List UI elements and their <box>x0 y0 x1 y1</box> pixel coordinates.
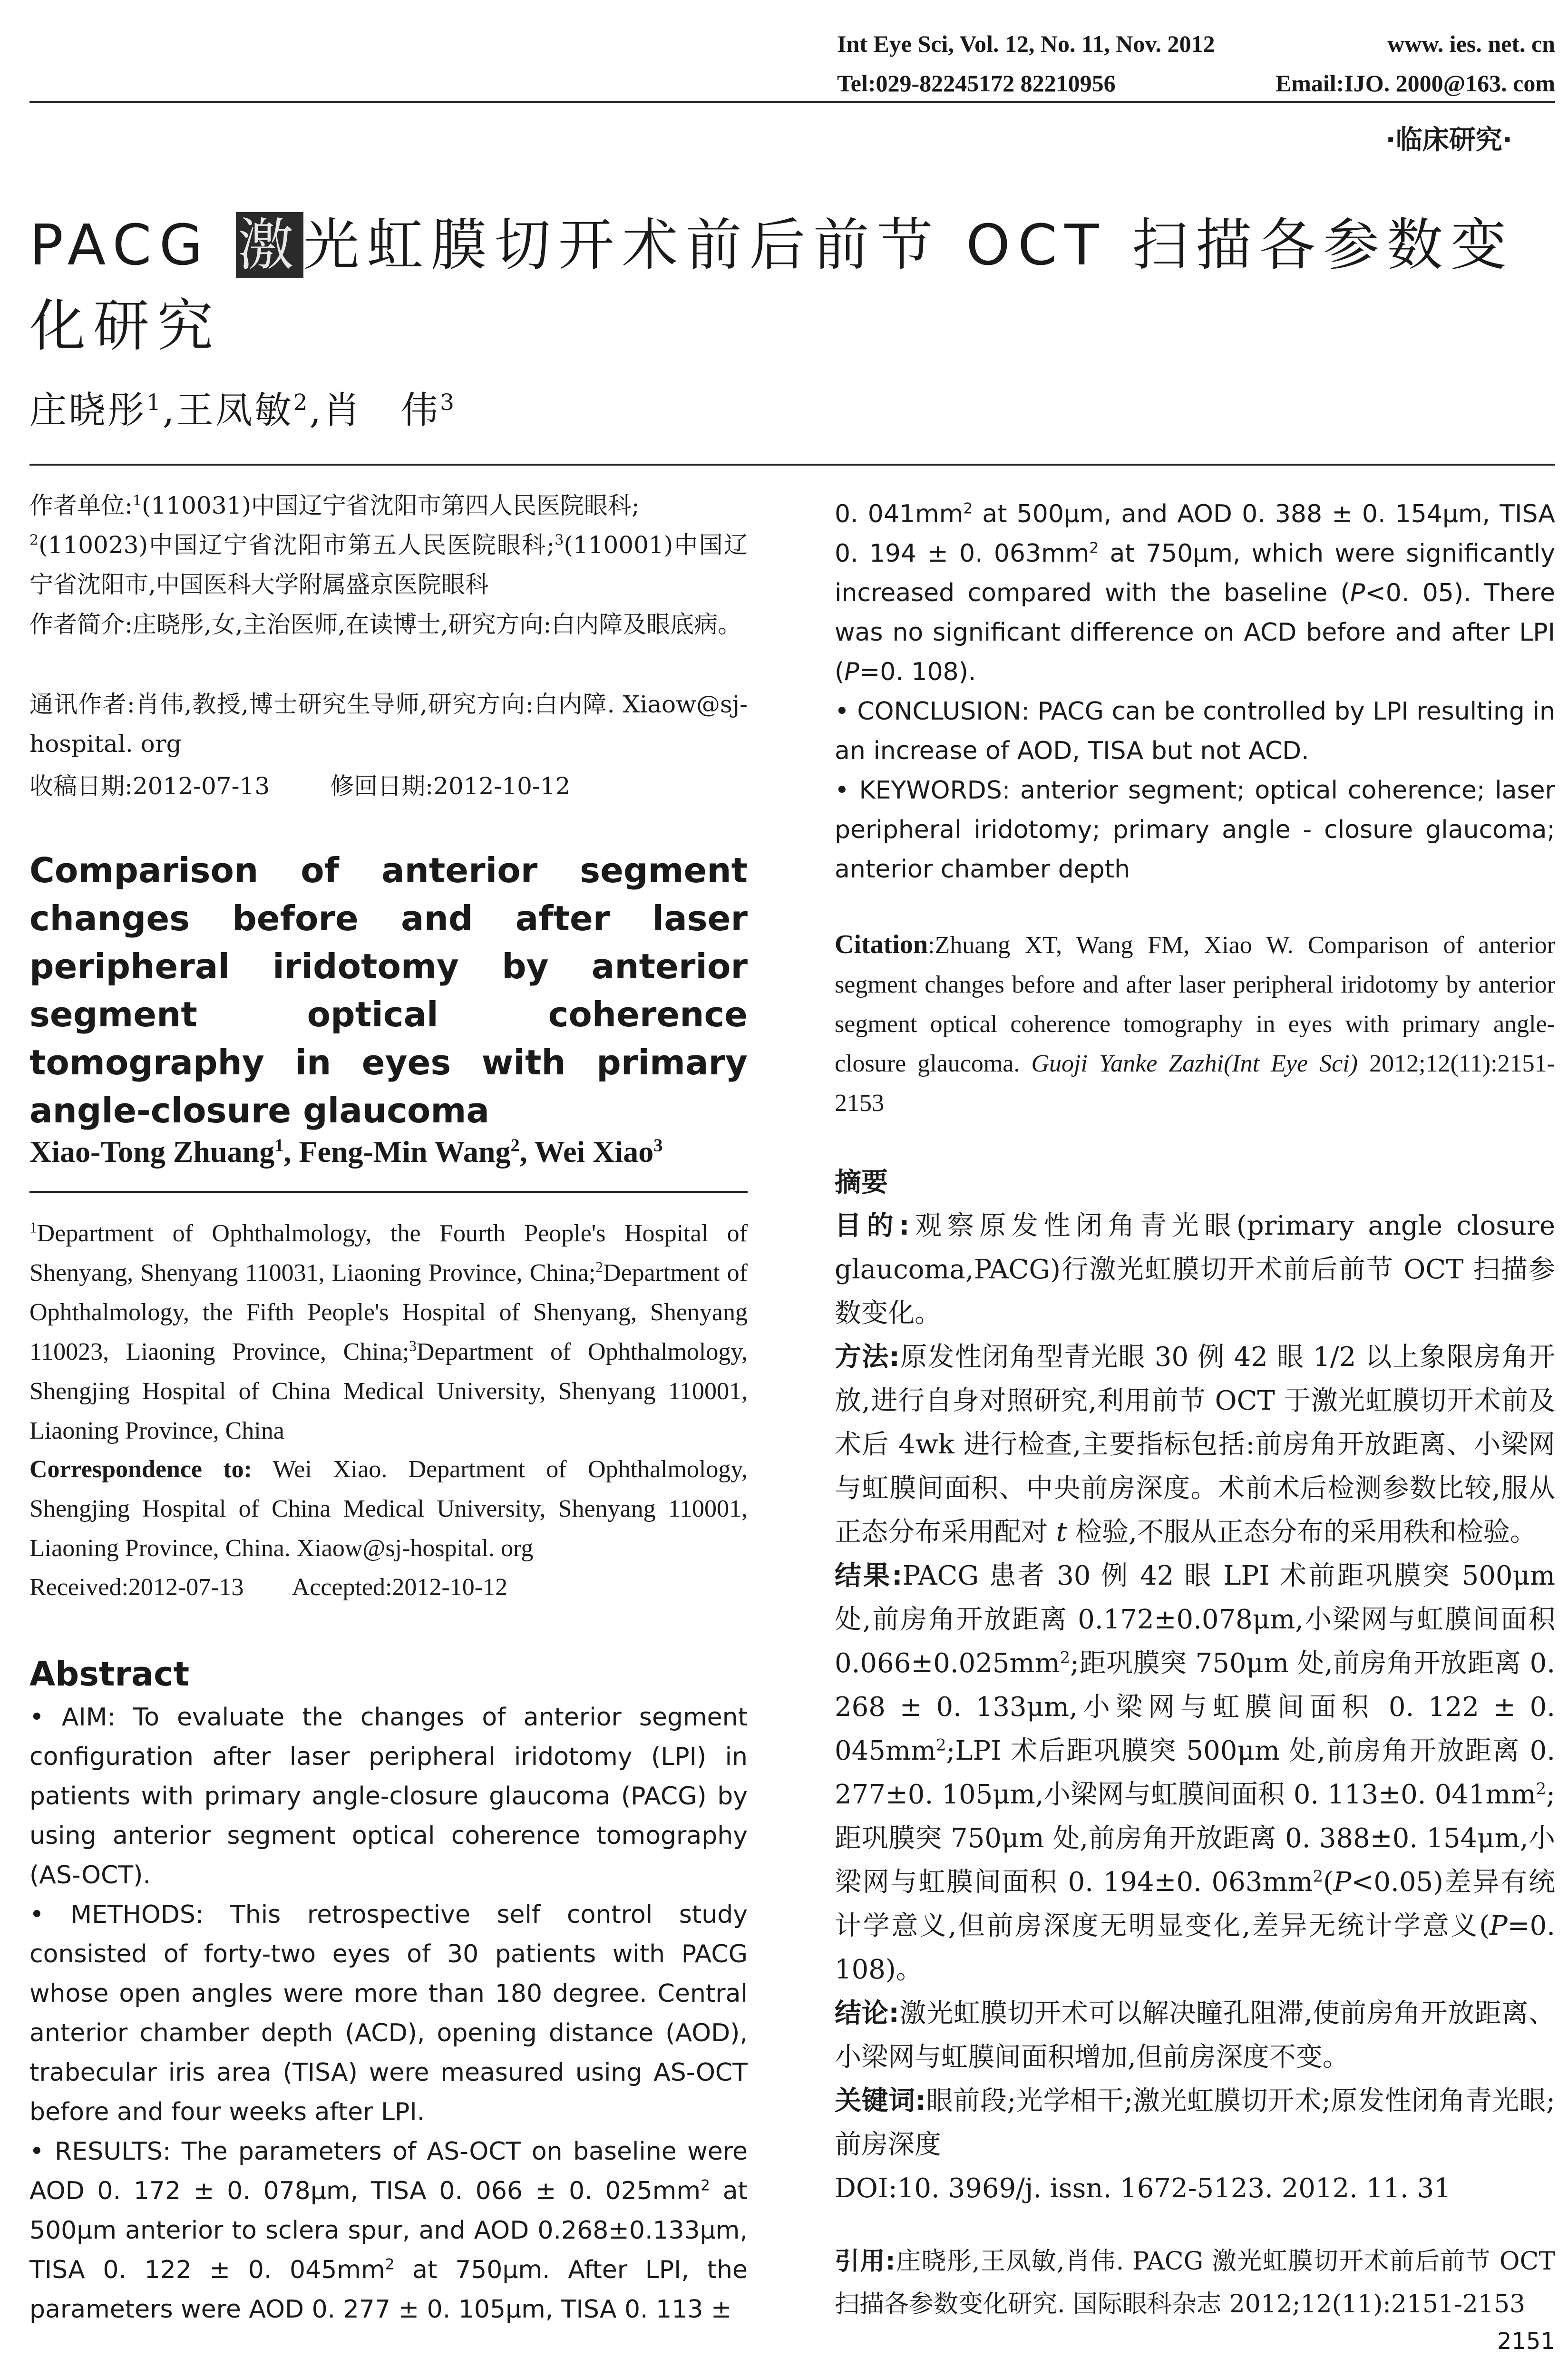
citation-en <box>835 925 1555 1123</box>
sup-2: 2 <box>1536 1779 1547 1798</box>
correspondence-cn: 通讯作者:肖伟,教授,博士研究生导师,研究方向:白内障. Xiaow@sj-hospital. org <box>29 691 748 758</box>
abstract-heading: Abstract <box>29 1655 190 1694</box>
abstract-right <box>835 495 1555 889</box>
sup-2: 2 <box>1313 1867 1323 1886</box>
author-cn-sup: 3 <box>440 390 456 416</box>
author-cn: ,肖 伟 <box>309 389 440 432</box>
affiliation-en <box>29 1214 748 1451</box>
dates-en: Received:2012-07-13 Accepted:2012-10-12 <box>29 1574 508 1601</box>
page-number: 2151 <box>1497 2328 1555 2355</box>
abstract-aim: • AIM: To evaluate the changes of anterior segment configuration after laser peripheral iridotomy (LPI) in patients with primary angle-closure glaucoma (PACG) by using anterior segment optical coherence tomography (AS-OCT). <box>29 1703 748 1890</box>
citation-cn <box>835 2240 1555 2326</box>
journal-tel: Tel:029-82245172 82210956 <box>837 70 1116 97</box>
zhaiyao-keywords-label: 关键词: <box>835 2085 926 2116</box>
zhaiyao-results-text: ;LPI 术后距巩膜突 500μm 处,前房角开放距离 0. 277±0. 105μm,小梁网与虹膜间面积 0. 113±0. 041mm <box>835 1735 1555 1810</box>
authors-en <box>29 1128 748 1176</box>
zhaiyao-methods-label: 方法: <box>835 1342 900 1373</box>
authors-cn <box>29 384 790 437</box>
zhaiyao-results-label: 结果: <box>835 1560 903 1591</box>
aff-sup: 1 <box>132 492 142 509</box>
results-text: • RESULTS: The parameters of AS-OCT on baseline were AOD 0. 172 ± 0. 078μm, TISA 0. 066 ± 0. 025mm <box>29 2137 748 2205</box>
zhaiyao-aim-label: 目的: <box>835 1210 910 1241</box>
t-test-symbol: t <box>1056 1517 1067 1548</box>
results-text: 0. 041mm <box>835 500 964 528</box>
sup-2: 2 <box>701 2177 710 2194</box>
aff-cn-3: (110001)中国辽宁省沈阳市,中国医科大学附属盛京医院眼科 <box>29 531 748 598</box>
journal-info: Int Eye Sci, Vol. 12, No. 11, Nov. 2012 <box>837 30 1215 57</box>
citation-cn-label: 引用: <box>835 2247 896 2276</box>
abstract-results-part1 <box>29 2132 748 2329</box>
zhaiyao-results-text: ;距巩膜突 750μm 处,前房角开放距离 0. 388±0. 154μm,小梁网与虹膜间面积 0. 194±0. 063mm <box>835 1779 1555 1898</box>
author-bio-cn: 作者简介:庄晓彤,女,主治医师,在读博士,研究方向:白内障及眼底病。 <box>29 611 742 638</box>
sup-2: 2 <box>963 500 973 517</box>
abstract-keywords: • KEYWORDS: anterior segment; optical coherence; laser peripheral iridotomy; primary angle - closure glaucoma; anterior chamber depth <box>835 776 1555 884</box>
results-text: at 500μm, and AOD 0. 388 ± 0. 154μm, TISA 0. 194 ± 0. 063mm <box>835 500 1555 568</box>
header-rule <box>29 101 1555 103</box>
author-cn-sup: 1 <box>146 390 163 416</box>
author-en-sup: 2 <box>510 1135 520 1156</box>
zhaiyao-results-text: ;距巩膜突 750μm 处,前房角开放距离 0. 268 ± 0. 133μm,小梁网与虹膜间面积 0. 122 ± 0. 045mm <box>835 1648 1555 1766</box>
results-text: at 500μm anterior to sclera spur, and AOD 0.268±0.133μm, TISA 0. 122 ± 0. 045mm <box>29 2177 748 2284</box>
results-text: =0. 108). <box>859 658 976 686</box>
author-en: , Feng-Min Wang <box>283 1135 511 1169</box>
zhaiyao-conclusion <box>835 1992 1555 2079</box>
abstract-left <box>29 1698 748 2329</box>
sup-2: 2 <box>936 1735 946 1754</box>
aff-en-sup: 1 <box>29 1219 37 1236</box>
zhaiyao-methods-text: 原发性闭角型青光眼 30 例 42 眼 1/2 以上象限房角开放,进行自身对照研究,利用前节 OCT 于激光虹膜切开术前及术后 4wk 进行检查,主要指标包括:前房角开放距离、小梁网与虹膜间面积、中央前房深度。术前术后检测参数比较,服从正态分布采用配对 <box>835 1342 1555 1548</box>
author-rule <box>29 464 1555 466</box>
correspondence-en-label: Correspondence to: <box>29 1456 252 1483</box>
title-rest: 光虹膜切开术前后前节 OCT 扫描各参数变化研究 <box>29 212 1514 359</box>
zhaiyao-aim-text: 观察原发性闭角青光眼(primary angle closure glaucoma,PACG)行激光虹膜切开术前后前节 OCT 扫描参数变化。 <box>835 1210 1555 1329</box>
affiliation-cn-label: 作者单位: <box>29 492 133 519</box>
aff-en-sup: 2 <box>595 1258 604 1276</box>
zhaiyao-results-text: PACG 患者 30 例 42 眼 LPI 术前距巩膜突 500μm 处,前房角开放距离 0.172±0.078μm,小梁网与虹膜间面积 0.066±0.025mm <box>835 1560 1555 1679</box>
citation-journal: Guoji Yanke Zazhi(Int Eye Sci) <box>1031 1050 1358 1077</box>
zhaiyao-methods <box>835 1335 1555 1554</box>
author-cn: 庄晓彤 <box>29 389 147 432</box>
zhaiyao-results <box>835 1554 1555 1992</box>
zhaiyao-body <box>835 1204 1555 2211</box>
section-tag: ·临床研究· <box>1385 125 1512 156</box>
citation-text: :Zhuang XT, Wang FM, Xiao W. Comparison of anterior segment changes before and after laser peripheral iridotomy by anterior segment optical coherence tomography in eyes with primary angle-closure glaucoma. <box>835 932 1555 1077</box>
author-en-sup: 1 <box>274 1135 284 1156</box>
aff-cn-2: (110023)中国辽宁省沈阳市第五人民医院眼科; <box>39 531 555 559</box>
author-en: Xiao-Tong Zhuang <box>29 1135 275 1169</box>
zhaiyao-results-text: ( <box>1323 1867 1334 1898</box>
p-value-symbol: P <box>1333 1867 1352 1898</box>
zhaiyao-methods-text: 检验,不服从正态分布的采用秩和检验。 <box>1067 1517 1537 1548</box>
correspondence-en <box>29 1450 748 1568</box>
author-en: , Wei Xiao <box>519 1135 654 1169</box>
doi[interactable]: DOI:10. 3969/j. issn. 1672-5123. 2012. 11. 31 <box>835 2173 1451 2204</box>
results-text: <0. 05). There was no significant difference on ACD before and after LPI ( <box>835 579 1555 686</box>
title-highlight: 激 <box>236 212 303 278</box>
author-cn: ,王凤敏 <box>162 389 293 432</box>
aff-en-sup: 3 <box>409 1337 417 1354</box>
citation-label: Citation <box>835 930 928 959</box>
zhaiyao-results-text: =0. 108)。 <box>835 1910 1555 1985</box>
english-title: Comparison of anterior segment changes before and after laser peripheral iridotomy by anterior segment optical coherence tomography in eyes with primary angle-closure glaucoma <box>29 850 748 1130</box>
abstract-methods: • METHODS: This retrospective self control study consisted of forty-two eyes of 30 patients with PACG whose open angles were more than 180 degree. Central anterior chamber depth (ACD), opening distance (AOD), trabecular iris area (TISA) were measured using AS-OCT before and four weeks after LPI. <box>29 1900 748 2126</box>
sup-2: 2 <box>385 2256 395 2273</box>
journal-email[interactable]: Email:IJO. 2000@163. com <box>1275 70 1555 97</box>
citation-cn-text: 庄晓彤,王凤敏,肖伟. PACG 激光虹膜切开术前后前节 OCT 扫描各参数变化研究. 国际眼科杂志 2012;12(11):2151-2153 <box>835 2247 1556 2319</box>
author-en-sup: 3 <box>653 1135 663 1156</box>
aff-cn-1: (110031)中国辽宁省沈阳市第四人民医院眼科; <box>141 492 640 519</box>
article-title <box>29 205 1556 366</box>
results-text: at 750μm, which were significantly increased compared with the baseline ( <box>835 539 1555 607</box>
abstract-conclusion: • CONCLUSION: PACG can be controlled by LPI resulting in an increase of AOD, TISA but not ACD. <box>835 697 1555 765</box>
aff-sup: 3 <box>555 532 564 549</box>
aff-sup: 2 <box>29 532 39 549</box>
dates-cn: 收稿日期:2012-07-13 修回日期:2012-10-12 <box>29 772 571 800</box>
aff-en-1: Department of Ophthalmology, the Fourth People's Hospital of Shenyang, Shenyang 110031, Liaoning Province, China; <box>29 1220 748 1286</box>
citation-text: 2012;12(11):2151-2153 <box>835 1050 1555 1117</box>
zhaiyao-results-text: <0.05)差异有统计学意义,但前房深度无明显变化,差异无统计学意义( <box>835 1867 1555 1941</box>
zhaiyao-heading: 摘要 <box>835 1167 888 1198</box>
en-author-rule <box>29 1191 748 1193</box>
aff-en-3: Department of Ophthalmology, Shengjing Hospital of China Medical University, Shenyang 110001, Liaoning Province, China <box>29 1338 748 1444</box>
zhaiyao-conclusion-label: 结论: <box>835 1998 899 2029</box>
abstract-results-part2 <box>835 495 1555 692</box>
zhaiyao-keywords <box>835 2079 1555 2167</box>
p-value-symbol: P <box>1489 1910 1508 1941</box>
sup-2: 2 <box>1060 1648 1071 1667</box>
affiliation-cn <box>29 486 748 604</box>
zhaiyao-aim <box>835 1204 1555 1335</box>
zhaiyao-conclusion-text: 激光虹膜切开术可以解决瞳孔阻滞,使前房角开放距离、小梁网与虹膜间面积增加,但前房深度不变。 <box>835 1998 1555 2073</box>
results-text: at 750μm. After LPI, the parameters were AOD 0. 277 ± 0. 105μm, TISA 0. 113 ± <box>29 2256 748 2324</box>
correspondence-en-text: Wei Xiao. Department of Ophthalmology, Shengjing Hospital of China Medical University, Shenyang 110001, Liaoning Province, China. Xiaow@sj-hospital. org <box>29 1456 748 1562</box>
p-value-symbol: P <box>844 658 859 686</box>
zhaiyao-keywords-text: 眼前段;光学相干;激光虹膜切开术;原发性闭角青光眼;前房深度 <box>835 2085 1555 2160</box>
journal-website[interactable]: www. ies. net. cn <box>1387 30 1555 57</box>
title-prefix: PACG <box>29 212 236 278</box>
author-cn-sup: 2 <box>293 390 310 416</box>
sup-2: 2 <box>1089 539 1099 557</box>
p-value-symbol: P <box>1350 579 1365 607</box>
aff-en-2: Department of Ophthalmology, the Fifth People's Hospital of Shenyang, Shenyang 110023, Liaoning Province, China; <box>29 1259 748 1365</box>
